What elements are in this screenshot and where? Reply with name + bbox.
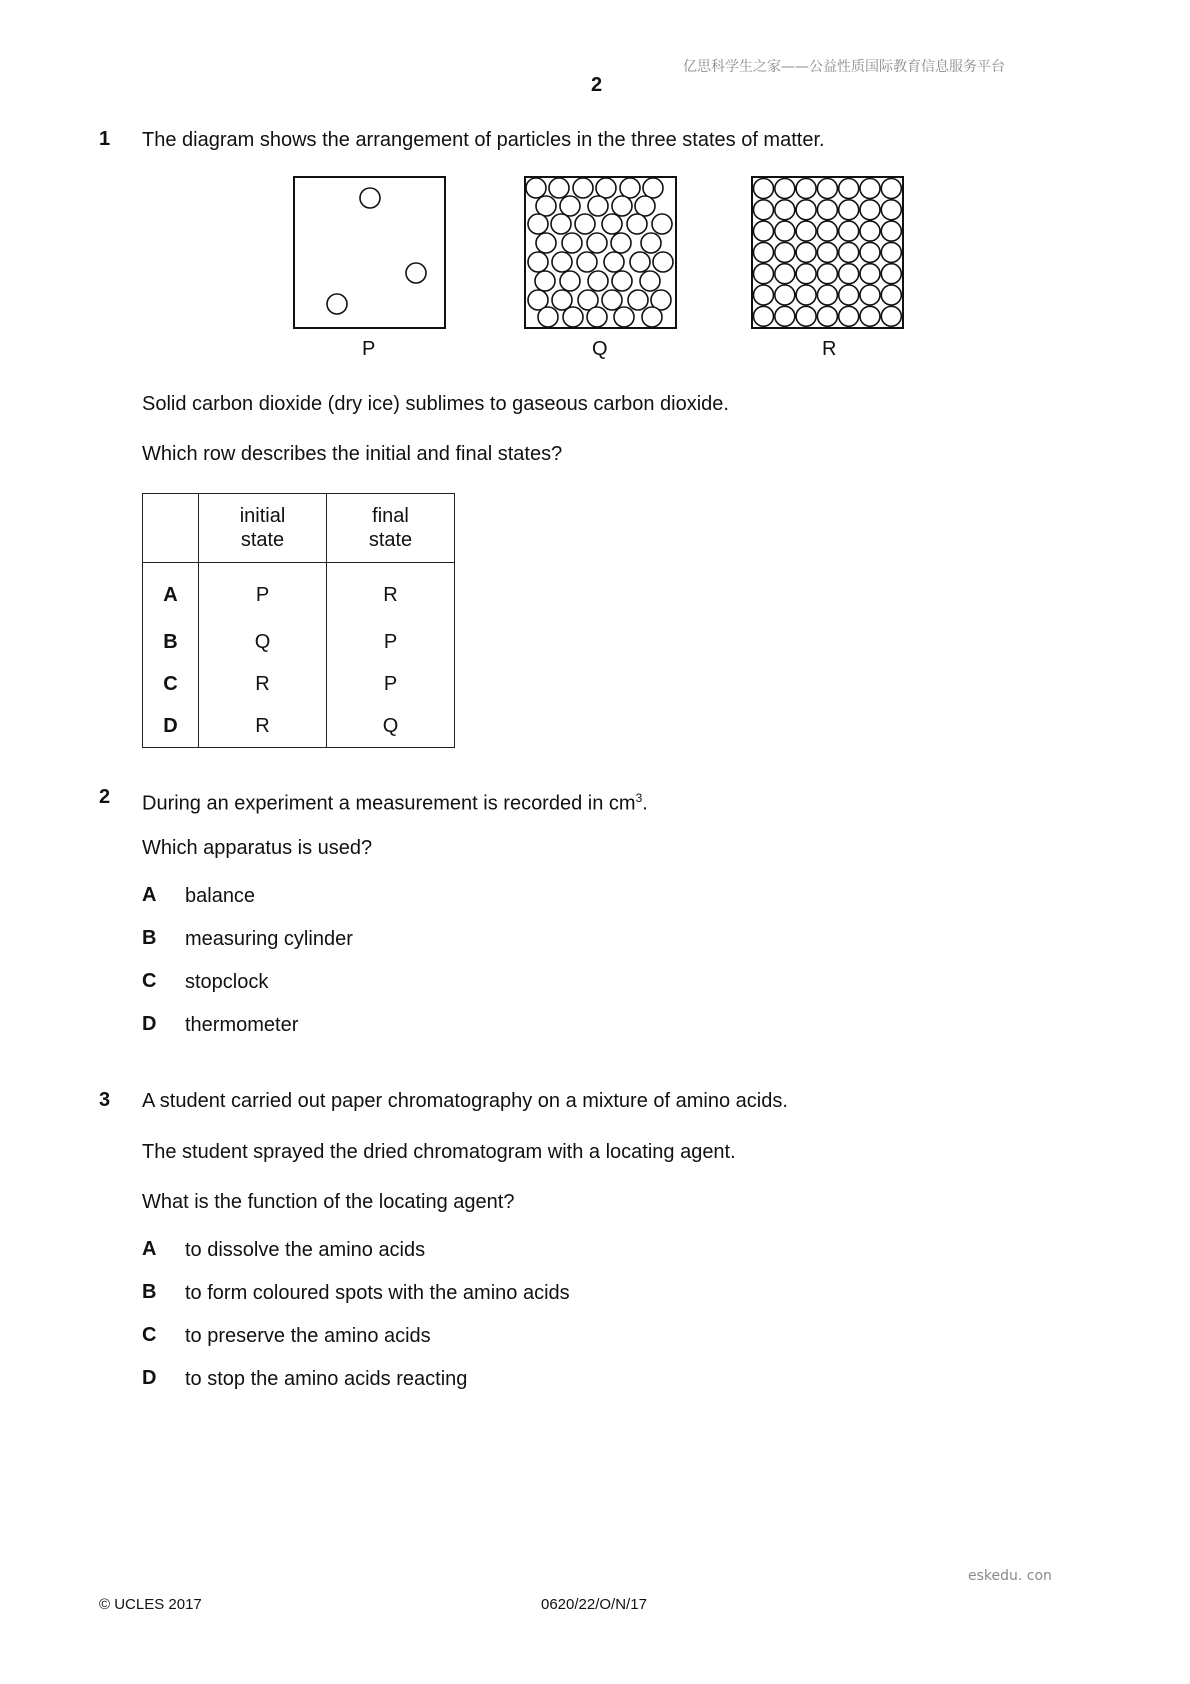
particle bbox=[754, 179, 774, 199]
particle bbox=[577, 252, 597, 272]
question-3-number: 3 bbox=[99, 1089, 111, 1111]
particle bbox=[796, 306, 816, 326]
particle bbox=[839, 179, 859, 199]
row-final: Q bbox=[327, 705, 455, 748]
particle bbox=[536, 233, 556, 253]
particle bbox=[796, 221, 816, 241]
particle bbox=[881, 221, 901, 241]
watermark-header: 亿思科学生之家——公益性质国际教育信息服务平台 bbox=[683, 59, 1005, 75]
particle bbox=[611, 233, 631, 253]
question-2-stem-end: . bbox=[642, 792, 648, 815]
particle bbox=[551, 214, 571, 234]
particle bbox=[614, 307, 634, 327]
particle bbox=[549, 178, 569, 198]
particle bbox=[754, 264, 774, 284]
q2-option-text-a: balance bbox=[185, 885, 256, 907]
page-number: 2 bbox=[591, 74, 603, 96]
particle bbox=[775, 200, 795, 220]
row-initial: R bbox=[199, 705, 327, 748]
particle bbox=[754, 200, 774, 220]
diagram-label-q: Q bbox=[592, 338, 608, 360]
particle bbox=[860, 306, 880, 326]
particle bbox=[839, 285, 859, 305]
particle bbox=[573, 178, 593, 198]
particle bbox=[881, 264, 901, 284]
particle bbox=[612, 196, 632, 216]
header-initial-line1: initial bbox=[239, 505, 286, 527]
particle bbox=[640, 271, 660, 291]
gas-box-p bbox=[294, 177, 445, 328]
particle bbox=[817, 264, 837, 284]
particle bbox=[630, 252, 650, 272]
particle bbox=[817, 179, 837, 199]
particle bbox=[775, 242, 795, 262]
particle bbox=[817, 221, 837, 241]
particle bbox=[535, 271, 555, 291]
particle bbox=[754, 306, 774, 326]
particle bbox=[839, 221, 859, 241]
q2-option-text-c: stopclock bbox=[185, 971, 269, 993]
particle bbox=[775, 179, 795, 199]
question-1-number: 1 bbox=[99, 128, 111, 150]
liquid-box-q bbox=[525, 177, 676, 328]
particle bbox=[860, 242, 880, 262]
question-1-question: Which row describes the initial and final states? bbox=[142, 443, 563, 465]
q3-option-text-c: to preserve the amino acids bbox=[185, 1325, 431, 1347]
particle bbox=[817, 306, 837, 326]
particle bbox=[627, 214, 647, 234]
particle bbox=[796, 200, 816, 220]
question-2-stem-superscript: 3 bbox=[635, 791, 643, 805]
q2-option-letter-d: D bbox=[142, 1013, 157, 1035]
particle bbox=[860, 179, 880, 199]
particle bbox=[526, 178, 546, 198]
particle bbox=[775, 306, 795, 326]
question-2-question: Which apparatus is used? bbox=[142, 837, 373, 859]
row-letter: B bbox=[143, 621, 199, 663]
particle bbox=[775, 264, 795, 284]
particle bbox=[817, 242, 837, 262]
table-row bbox=[143, 705, 455, 748]
particle bbox=[881, 242, 901, 262]
particle bbox=[817, 285, 837, 305]
row-initial: R bbox=[199, 663, 327, 705]
particle bbox=[839, 264, 859, 284]
particle bbox=[538, 307, 558, 327]
diagram-label-r: R bbox=[822, 338, 837, 360]
question-1-options-table bbox=[142, 493, 455, 748]
particle bbox=[628, 290, 648, 310]
table-row bbox=[143, 663, 455, 705]
particle bbox=[596, 178, 616, 198]
particle bbox=[796, 179, 816, 199]
question-3-stem: A student carried out paper chromatography on a mixture of amino acids. bbox=[142, 1090, 788, 1112]
particle bbox=[817, 200, 837, 220]
solid-box-r bbox=[752, 177, 903, 328]
particle bbox=[754, 242, 774, 262]
paper-code: 0620/22/O/N/17 bbox=[541, 1596, 647, 1613]
particle bbox=[796, 242, 816, 262]
particle bbox=[604, 252, 624, 272]
particle bbox=[327, 294, 347, 314]
particle bbox=[602, 214, 622, 234]
header-final-line2: state bbox=[368, 529, 413, 551]
particle bbox=[635, 196, 655, 216]
row-final: P bbox=[327, 663, 455, 705]
particle bbox=[587, 233, 607, 253]
q2-option-letter-c: C bbox=[142, 970, 157, 992]
particle bbox=[360, 188, 380, 208]
particle bbox=[796, 285, 816, 305]
particle bbox=[839, 200, 859, 220]
particle bbox=[860, 221, 880, 241]
question-2-stem bbox=[142, 786, 648, 816]
row-initial: P bbox=[199, 563, 327, 622]
question-2-number: 2 bbox=[99, 786, 111, 808]
particle bbox=[587, 307, 607, 327]
particle bbox=[406, 263, 426, 283]
question-1-statement: Solid carbon dioxide (dry ice) sublimes to gaseous carbon dioxide. bbox=[142, 393, 729, 415]
particle bbox=[652, 214, 672, 234]
q3-option-letter-b: B bbox=[142, 1281, 157, 1303]
table-header-initial-state bbox=[199, 494, 327, 563]
particle bbox=[620, 178, 640, 198]
particle bbox=[754, 285, 774, 305]
q2-option-letter-b: B bbox=[142, 927, 157, 949]
question-1-stem: The diagram shows the arrangement of particles in the three states of matter. bbox=[142, 129, 825, 151]
particle bbox=[528, 214, 548, 234]
states-of-matter-diagram bbox=[0, 0, 1190, 380]
table-row bbox=[143, 621, 455, 663]
row-final: R bbox=[327, 563, 455, 622]
particle bbox=[602, 290, 622, 310]
question-3-question: What is the function of the locating agent? bbox=[142, 1191, 515, 1213]
particle bbox=[612, 271, 632, 291]
table-header-final-state bbox=[327, 494, 455, 563]
particle bbox=[775, 221, 795, 241]
q3-option-letter-c: C bbox=[142, 1324, 157, 1346]
particle bbox=[643, 178, 663, 198]
particle bbox=[560, 196, 580, 216]
particle bbox=[881, 306, 901, 326]
watermark-footer: eskedu. con bbox=[968, 1568, 1052, 1584]
particle bbox=[839, 306, 859, 326]
diagram-label-p: P bbox=[362, 338, 376, 360]
particle bbox=[796, 264, 816, 284]
particle bbox=[775, 285, 795, 305]
row-letter: D bbox=[143, 705, 199, 748]
q2-option-text-b: measuring cylinder bbox=[185, 928, 353, 950]
particle bbox=[560, 271, 580, 291]
question-3-statement: The student sprayed the dried chromatogram with a locating agent. bbox=[142, 1141, 736, 1163]
copyright: © UCLES 2017 bbox=[99, 1596, 202, 1613]
particle bbox=[575, 214, 595, 234]
header-initial-line2: state bbox=[240, 529, 285, 551]
particle bbox=[641, 233, 661, 253]
particle bbox=[528, 252, 548, 272]
particle bbox=[881, 285, 901, 305]
particle bbox=[588, 196, 608, 216]
particle bbox=[562, 233, 582, 253]
q3-option-text-d: to stop the amino acids reacting bbox=[185, 1368, 468, 1390]
table-header-blank bbox=[143, 494, 199, 563]
row-initial: Q bbox=[199, 621, 327, 663]
q3-option-text-a: to dissolve the amino acids bbox=[185, 1239, 426, 1261]
particle bbox=[754, 221, 774, 241]
particle bbox=[563, 307, 583, 327]
q3-option-letter-d: D bbox=[142, 1367, 157, 1389]
q2-option-text-d: thermometer bbox=[185, 1014, 299, 1036]
row-letter: A bbox=[143, 563, 199, 622]
row-final: P bbox=[327, 621, 455, 663]
particle bbox=[881, 179, 901, 199]
particle bbox=[642, 307, 662, 327]
q3-option-letter-a: A bbox=[142, 1238, 157, 1260]
particle bbox=[860, 285, 880, 305]
particle bbox=[552, 252, 572, 272]
table-row bbox=[143, 563, 455, 622]
particle bbox=[536, 196, 556, 216]
particle bbox=[881, 200, 901, 220]
question-2-stem-text: During an experiment a measurement is recorded in cm bbox=[142, 792, 636, 815]
particle bbox=[839, 242, 859, 262]
row-letter: C bbox=[143, 663, 199, 705]
particle bbox=[653, 252, 673, 272]
header-final-line1: final bbox=[372, 505, 409, 527]
particle bbox=[588, 271, 608, 291]
particle bbox=[860, 264, 880, 284]
q3-option-text-b: to form coloured spots with the amino acids bbox=[185, 1282, 570, 1304]
q2-option-letter-a: A bbox=[142, 884, 157, 906]
particle bbox=[860, 200, 880, 220]
